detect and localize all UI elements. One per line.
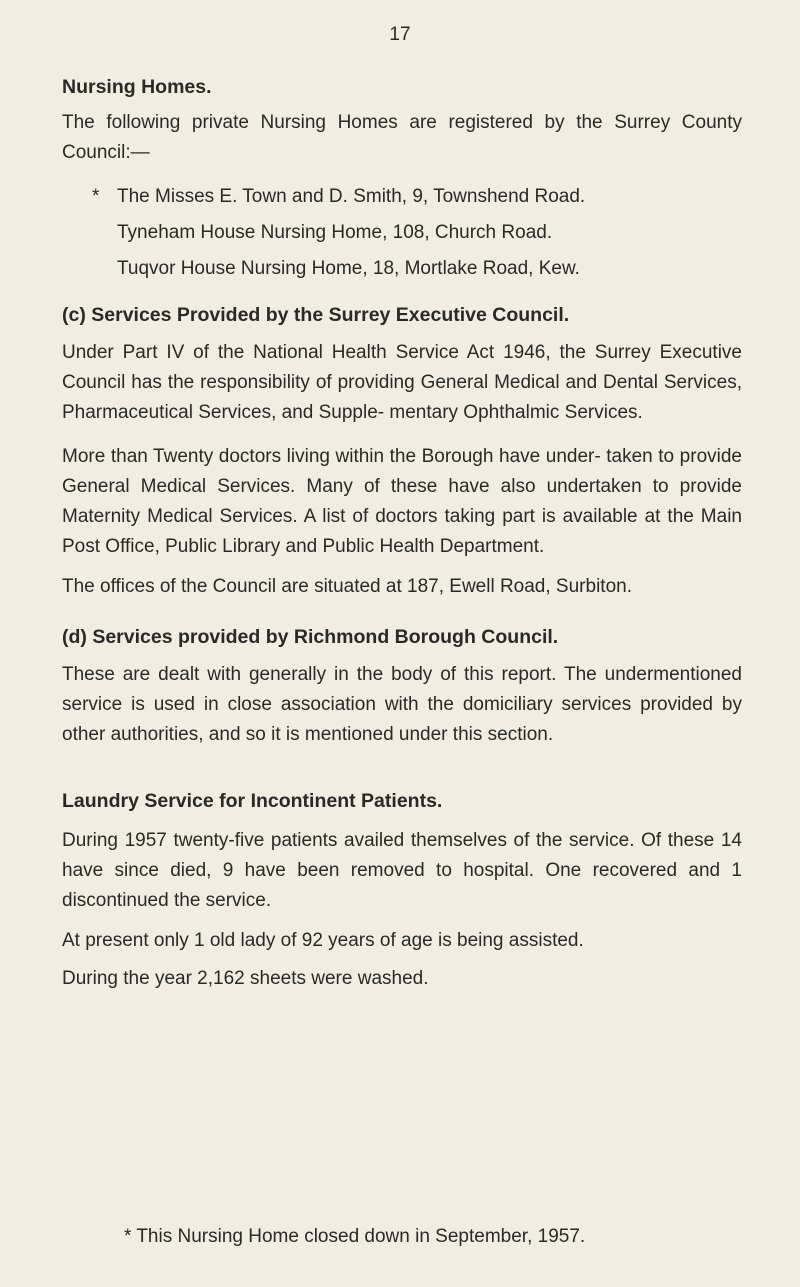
nursing-home-text: Tuqvor House Nursing Home, 18, Mortlake Road, Kew. <box>117 258 580 279</box>
nursing-home-item <box>62 182 742 212</box>
laundry-paragraph: At present only 1 old lady of 92 years of age is being assisted. <box>62 930 584 951</box>
section-c-paragraph: The offices of the Council are situated at 187, Ewell Road, Surbiton. <box>62 576 632 597</box>
section-c-heading: (c) Services Provided by the Surrey Executive Council. <box>62 304 570 326</box>
section-d-heading: (d) Services provided by Richmond Borough Council. <box>62 626 559 648</box>
nursing-homes-section <box>62 72 742 284</box>
section-c-paragraph: Under Part IV of the National Health Service Act 1946, the Surrey Executive Council has the responsibility of providing General Medical and Dental Services, Pharmaceutical Services, and Supple- mentary Ophthalmic Services. <box>62 342 742 423</box>
nursing-home-text: Tyneham House Nursing Home, 108, Church Road. <box>117 222 553 243</box>
page-number: 17 <box>389 24 411 45</box>
nursing-homes-intro: The following private Nursing Homes are registered by the Surrey County Council:— <box>62 112 742 163</box>
nursing-home-item <box>62 218 742 248</box>
nursing-home-text: The Misses E. Town and D. Smith, 9, Townshend Road. <box>117 186 586 207</box>
asterisk-marker: * <box>92 186 100 207</box>
laundry-paragraph: During 1957 twenty-five patients availed themselves of the service. Of these 14 have since died, 9 have been removed to hospital. One recovered and 1 discontinued the service. <box>62 830 742 911</box>
page-content <box>62 72 742 994</box>
footnote: * This Nursing Home closed down in September, 1957. <box>124 1226 586 1247</box>
section-d-paragraph: These are dealt with generally in the body of this report. The undermentioned service is used in close association with the domiciliary services provided by other authorities, and so it is mentioned under this section. <box>62 664 742 745</box>
laundry-section <box>62 786 742 994</box>
nursing-homes-list <box>62 182 742 284</box>
nursing-homes-heading: Nursing Homes. <box>62 76 212 98</box>
laundry-heading: Laundry Service for Incontinent Patients. <box>62 790 443 812</box>
section-c-paragraph: More than Twenty doctors living within the Borough have under- taken to provide General Medical Services. Many of these have also undertaken to provide Maternity Medical Services. A list of doctors taking part is available at the Main Post Office, Public Library and Public Health Department. <box>62 446 742 557</box>
section-c <box>62 300 742 602</box>
nursing-home-item <box>62 254 742 284</box>
section-d <box>62 622 742 750</box>
laundry-paragraph: During the year 2,162 sheets were washed. <box>62 968 429 989</box>
